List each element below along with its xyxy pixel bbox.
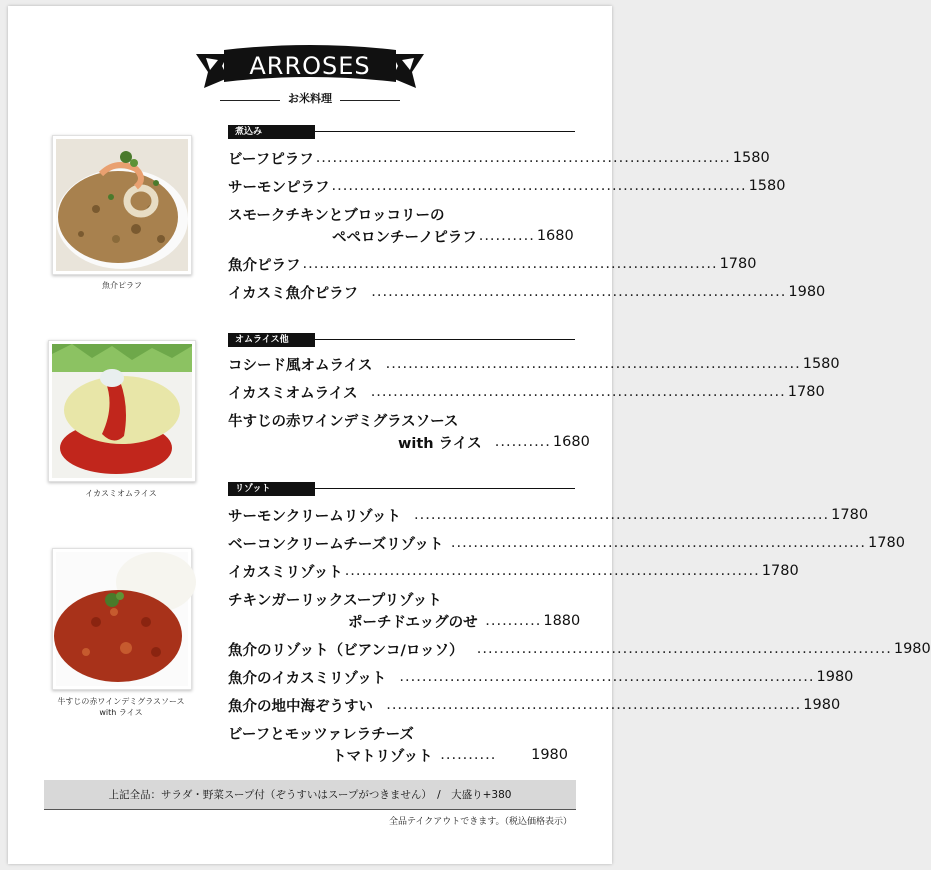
photo-caption: 魚介ピラフ bbox=[102, 281, 142, 290]
seafood-pilaf-image bbox=[56, 139, 188, 271]
menu-item: コシード風オムライス .......................................................................... 1580 bbox=[228, 356, 840, 374]
subtitle-block bbox=[220, 88, 400, 110]
section-divider bbox=[308, 131, 575, 132]
footer-text: 上記全品：サラダ・野菜スープ付（ぞうすいはスープがつきません） / 大盛り+380 bbox=[108, 789, 512, 801]
menu-subtitle: お米料理 bbox=[288, 92, 332, 105]
menu-item: トマトリゾット .......... 1980 bbox=[332, 747, 568, 765]
menu-item: サーモンクリームリゾット .......................................................................... 1780 bbox=[228, 507, 869, 525]
menu-title: ARROSES bbox=[249, 52, 371, 80]
beef-tendon-image bbox=[56, 552, 188, 686]
menu-item: ポーチドエッグのせ .......... 1880 bbox=[348, 613, 581, 631]
menu-item: ベーコンクリームチーズリゾット .......................................................................... 1780 bbox=[228, 535, 905, 553]
photo-seafood-pilaf bbox=[52, 135, 192, 275]
section-tag-nikomi: 煮込み bbox=[228, 125, 315, 139]
menu-item: ビーフピラフ .......................................................................... 1580 bbox=[228, 150, 770, 168]
section-tag-omurice: オムライス他 bbox=[228, 333, 315, 347]
photo-beef-tendon-rice bbox=[52, 548, 192, 690]
menu-item: 魚介ピラフ .......................................................................... 1780 bbox=[228, 256, 757, 274]
menu-item: ペペロンチーノピラフ .......... 1680 bbox=[332, 228, 574, 246]
menu-item-line1: 牛すじの赤ワインデミグラスソース bbox=[228, 413, 459, 430]
photo-caption: イカスミオムライス bbox=[85, 489, 157, 498]
section-tag-risotto: リゾット bbox=[228, 482, 315, 496]
omurice-image bbox=[52, 344, 192, 478]
menu-item: 魚介のイカスミリゾット .......................................................................... 1980 bbox=[228, 669, 854, 687]
footer-divider bbox=[44, 809, 576, 810]
photo-caption: 牛すじの赤ワインデミグラスソース with ライス bbox=[57, 697, 185, 717]
section-divider bbox=[308, 339, 575, 340]
photo-squid-ink-omurice bbox=[48, 340, 196, 482]
menu-item: イカスミリゾット .......................................................................... 1780 bbox=[228, 563, 799, 581]
menu-item-line1: ビーフとモッツァレラチーズ bbox=[228, 726, 414, 743]
menu-item-line1: スモークチキンとブロッコリーの bbox=[228, 207, 445, 224]
footer-note-box bbox=[44, 780, 576, 809]
menu-item: 魚介の地中海ぞうすい .......................................................................... 1980 bbox=[228, 697, 841, 715]
menu-item: イカスミオムライス .......................................................................... 1780 bbox=[228, 384, 825, 402]
section-divider bbox=[308, 488, 575, 489]
menu-item: with ライス .......... 1680 bbox=[398, 434, 590, 452]
menu-item: イカスミ魚介ピラフ .......................................................................... 1980 bbox=[228, 284, 826, 302]
menu-item: サーモンピラフ .......................................................................... 1580 bbox=[228, 178, 786, 196]
menu-item-line1: チキンガーリックスープリゾット bbox=[228, 592, 442, 609]
takeout-note: 全品テイクアウトできます。（税込価格表示） bbox=[389, 817, 572, 827]
menu-item: 魚介のリゾット（ビアンコ/ロッソ） .......................................................................... 1980 bbox=[228, 641, 931, 659]
